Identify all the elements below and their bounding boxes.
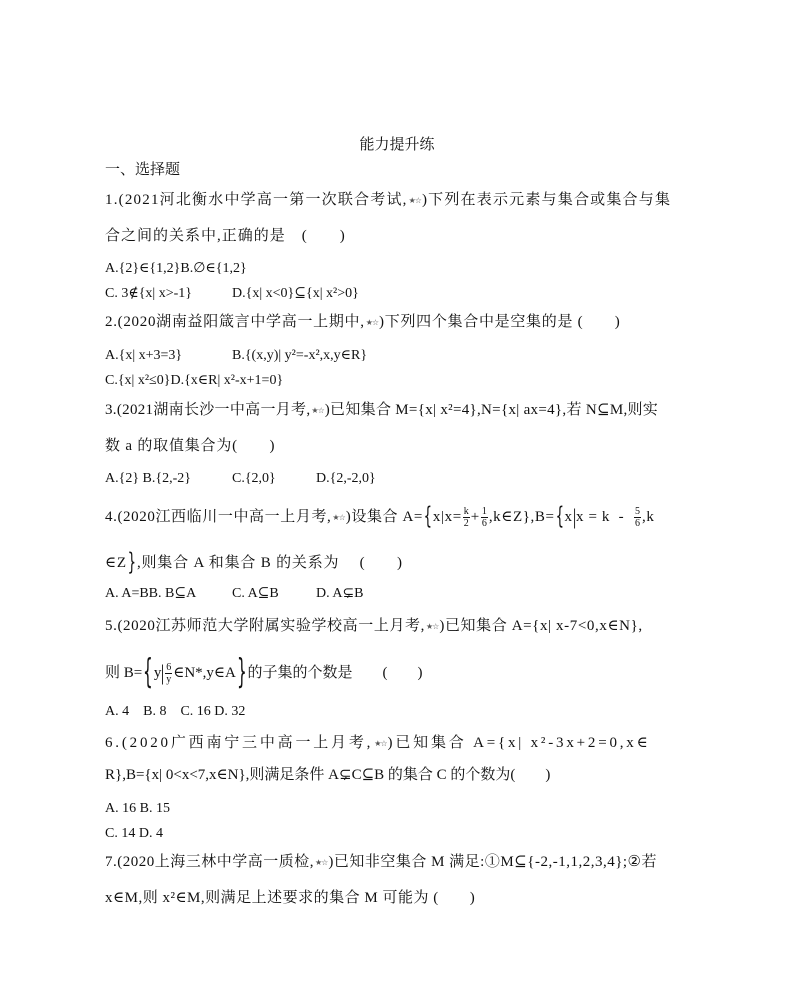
q2-stem: )下列四个集合中是空集的是 ( ) xyxy=(379,314,621,330)
set-a-brace-open: { xyxy=(423,502,433,530)
q7-stem: )已知非空集合 M 满足:①M⊆{-2,-1,1,2,3,4};②若 xyxy=(328,854,658,870)
set-b-brace-close: } xyxy=(127,548,137,576)
q5-line-2 xyxy=(105,652,423,692)
set-b-var: x xyxy=(564,509,573,525)
q2-line-1 xyxy=(105,312,620,333)
set-bar: | xyxy=(161,660,165,685)
q5-b-prefix: 则 B= xyxy=(105,665,143,681)
set-a-var: x xyxy=(432,509,441,525)
q2-option-cd: C.{x| x²≤0}D.{x∈R| x²-x+1=0} xyxy=(105,373,284,388)
q6-source: 6.(2020广西南宁三中高一上月考, xyxy=(105,735,374,751)
set-b-prefix: ,B= xyxy=(530,509,555,525)
q5-stem-2: 的子集的个数是 xyxy=(247,665,353,681)
difficulty-stars-icon: ★☆ xyxy=(374,739,387,748)
set-b-eq: x = k - xyxy=(576,509,633,525)
denominator: 6 xyxy=(481,518,487,530)
set-b-brace-open: { xyxy=(555,502,564,530)
numerator: 5 xyxy=(634,506,640,518)
q1-source: 1.(2021河北衡水中学高一第一次联合考试, xyxy=(105,192,408,208)
difficulty-stars-icon: ★☆ xyxy=(315,858,328,867)
q7-source: 7.(2020上海三林中学高一质检, xyxy=(105,854,314,870)
plus-sign: + xyxy=(470,509,480,525)
q4-option-ab: A. A=BB. B⊆A xyxy=(105,586,197,601)
q6-stem: )已知集合 A={x| x²-3x+2=0,x∈ xyxy=(387,735,651,751)
set-a-eq: x= xyxy=(444,509,462,525)
q3-stem: )已知集合 M={x| x²=4},N={x| ax=4},若 N⊆M,则实 xyxy=(324,402,659,418)
q2-source: 2.(2020湖南益阳箴言中学高一上期中, xyxy=(105,314,365,330)
q5-source: 5.(2020江苏师范大学附属实验学校高一上月考, xyxy=(105,618,425,634)
q4-option-c: C. A⊆B xyxy=(232,586,279,601)
q4-source: 4.(2020江西临川一中高一上月考, xyxy=(105,509,332,525)
q6-option-cd: C. 14 D. 4 xyxy=(105,826,163,841)
set-brace-open: { xyxy=(143,652,153,692)
set-var: y xyxy=(153,665,162,681)
q1-line-1 xyxy=(105,190,671,211)
q3-option-ab: A.{2} B.{2,-2} xyxy=(105,471,191,486)
fraction-5-over-6 xyxy=(634,506,641,529)
set-b-tail: ,k xyxy=(641,509,655,525)
fraction-k-over-2 xyxy=(463,506,470,529)
set-b-bar: | xyxy=(572,504,576,529)
denominator: 6 xyxy=(634,518,640,530)
q5-stem: )已知集合 A={x| x-7<0,x∈N}, xyxy=(439,618,643,634)
q3-line-1 xyxy=(105,400,658,421)
difficulty-stars-icon: ★☆ xyxy=(426,622,439,631)
q7-line-1 xyxy=(105,852,657,873)
q3-option-c: C.{2,0} xyxy=(232,471,276,486)
set-b-cont: ∈Z xyxy=(105,555,127,571)
set-a-tail: ,k∈Z} xyxy=(488,509,531,525)
page-title: 能力提升练 xyxy=(359,137,435,153)
numerator: k xyxy=(463,506,469,518)
denominator: 2 xyxy=(463,518,469,530)
q1-option-c: C. 3∉{x| x>-1} xyxy=(105,286,193,301)
q4-stem: )设集合 A= xyxy=(345,509,423,525)
difficulty-stars-icon: ★☆ xyxy=(311,406,324,415)
fraction-1-over-6 xyxy=(481,506,488,529)
numerator: 6 xyxy=(166,662,172,674)
numerator: 1 xyxy=(481,506,487,518)
q2-option-a: A.{x| x+3=3} xyxy=(105,348,183,363)
q5-line-1 xyxy=(105,616,643,637)
q1-option-ab: A.{2}∈{1,2}B.∅∈{1,2} xyxy=(105,261,247,276)
set-condition: ∈N*,y∈A xyxy=(173,665,236,681)
q6-line-1 xyxy=(105,733,651,754)
set-a-bar: | xyxy=(440,509,445,525)
q2-option-b: B.{(x,y)| y²=-x²,x,y∈R} xyxy=(232,348,368,363)
denominator: y xyxy=(166,674,172,686)
q3-line-2: 数 a 的取值集合为( ) xyxy=(105,438,276,454)
q3-source: 3.(2021湖南长沙一中高一月考, xyxy=(105,402,311,418)
set-brace-close: } xyxy=(236,652,247,692)
q1-option-d: D.{x| x<0}⊆{x| x²>0} xyxy=(232,286,359,301)
q6-option-ab: A. 16 B. 15 xyxy=(105,801,170,816)
difficulty-stars-icon: ★☆ xyxy=(332,513,345,522)
q1-stem: )下列在表示元素与集合或集合与集 xyxy=(421,192,672,208)
section-heading: 一、选择题 xyxy=(105,162,181,178)
q4-stem-2: ,则集合 A 和集合 B 的关系为 ( ) xyxy=(136,555,403,571)
q4-line-1 xyxy=(105,502,655,530)
q5-options: A. 4 B. 8 C. 16 D. 32 xyxy=(105,704,246,719)
difficulty-stars-icon: ★☆ xyxy=(365,318,379,327)
q3-option-d: D.{2,-2,0} xyxy=(316,471,376,486)
q7-line-2: x∈M,则 x²∈M,则满足上述要求的集合 M 可能为 ( ) xyxy=(105,890,476,906)
fraction-6-over-y xyxy=(165,662,172,685)
q6-line-2: R},B={x| 0<x<7,x∈N},则满足条件 A⊊C⊆B 的集合 C 的个数为( ) xyxy=(105,767,551,783)
q4-line-2 xyxy=(105,548,403,576)
difficulty-stars-icon: ★☆ xyxy=(408,196,421,205)
answer-parentheses: ( ) xyxy=(382,665,423,681)
q4-option-d: D. A⊊B xyxy=(316,586,364,601)
q1-line-2: 合之间的关系中,正确的是 ( ) xyxy=(105,228,346,244)
